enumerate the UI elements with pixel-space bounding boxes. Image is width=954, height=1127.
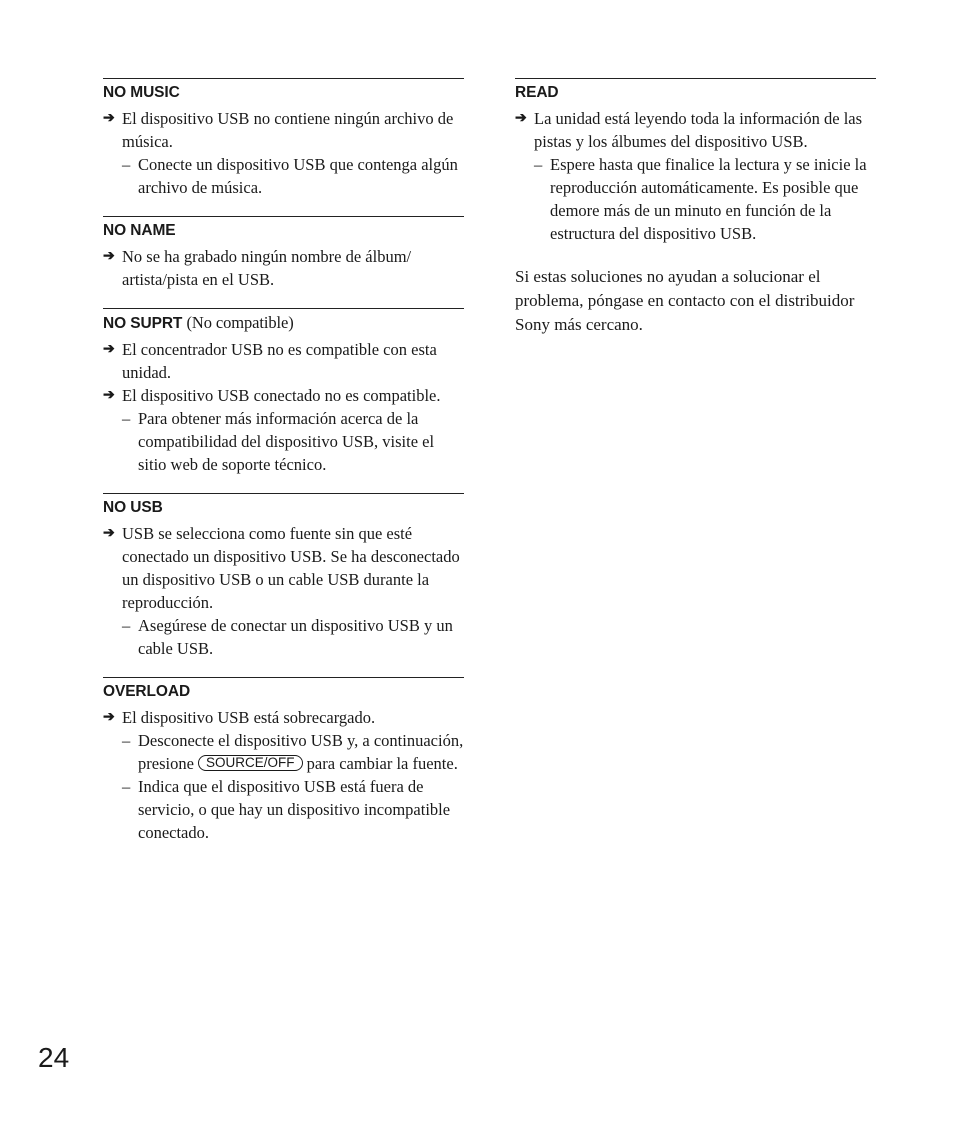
- heading-no-name: NO NAME: [103, 222, 176, 239]
- remedy-text: Indica que el dispositivo USB está fuera de servicio, o que hay un dispositivo incompatible conectado.: [138, 777, 451, 842]
- arrow-right-icon: ➔: [103, 111, 115, 126]
- heading-code: NO SUPRT: [103, 315, 183, 332]
- remedy-text: Asegúrese de conectar un dispositivo USB y un cable USB.: [138, 616, 453, 658]
- section-no-usb: [103, 493, 464, 660]
- cause-text: La unidad está leyendo toda la información de las pistas y los álbumes del dispositivo USB.: [534, 109, 863, 151]
- heading-note: (No compatible): [186, 313, 294, 332]
- heading-no-suprt: [103, 314, 464, 332]
- dash-bullet: –: [122, 409, 131, 428]
- cause-text: USB se selecciona como fuente sin que esté conectado un dispositivo USB. Se ha desconectado un dispositivo USB o un cable USB durante la reproducción.: [122, 524, 460, 612]
- source-off-button-label: SOURCE/OFF: [198, 755, 303, 771]
- section-no-suprt: [103, 308, 464, 476]
- dash-bullet: –: [534, 155, 543, 174]
- remedy-text-before: Desconecte el dispositivo USB y, a continuación, presione: [138, 731, 464, 773]
- remedy-text: Espere hasta que finalice la lectura y se inicie la reproducción automáticamente. Es posible que demore más de un minuto en función de la estructura del dispositivo USB.: [550, 155, 867, 243]
- remedy-text: Para obtener más información acerca de la compatibilidad del dispositivo USB, visite el sitio web de soporte técnico.: [138, 409, 435, 474]
- cause-item: [515, 107, 876, 153]
- remedy-item: [103, 729, 464, 775]
- arrow-right-icon: ➔: [103, 388, 115, 403]
- cause-text: El concentrador USB no es compatible con esta unidad.: [122, 340, 437, 382]
- heading-overload: OVERLOAD: [103, 683, 191, 700]
- heading-no-usb: NO USB: [103, 499, 163, 516]
- arrow-right-icon: ➔: [103, 710, 115, 725]
- remedy-item: [103, 775, 464, 844]
- cause-item: [103, 384, 464, 407]
- cause-item: [103, 245, 464, 291]
- cause-item: [103, 338, 464, 384]
- remedy-item: [103, 614, 464, 660]
- remedy-item: [515, 153, 876, 245]
- dash-bullet: –: [122, 777, 131, 796]
- section-no-name: [103, 216, 464, 291]
- heading-no-music: NO MUSIC: [103, 84, 180, 101]
- remedy-text: Conecte un dispositivo USB que contenga algún archivo de música.: [138, 155, 458, 197]
- left-column: [103, 78, 464, 861]
- remedy-text-after: para cambiar la fuente.: [306, 754, 458, 773]
- dash-bullet: –: [122, 616, 131, 635]
- cause-item: [103, 522, 464, 614]
- section-no-music: [103, 78, 464, 199]
- closing-paragraph: Si estas soluciones no ayudan a solucionar el problema, póngase en contacto con el distribuidor Sony más cercano.: [515, 267, 855, 334]
- cause-text: El dispositivo USB está sobrecargado.: [122, 708, 376, 727]
- cause-text: El dispositivo USB conectado no es compatible.: [122, 386, 441, 405]
- arrow-right-icon: ➔: [103, 249, 115, 264]
- cause-item: [103, 107, 464, 153]
- cause-text: No se ha grabado ningún nombre de álbum/ artista/pista en el USB.: [122, 247, 412, 289]
- dash-bullet: –: [122, 731, 131, 750]
- right-column: [515, 78, 876, 337]
- cause-text: El dispositivo USB no contiene ningún archivo de música.: [122, 109, 454, 151]
- dash-bullet: –: [122, 155, 131, 174]
- remedy-item: [103, 153, 464, 199]
- heading-read: READ: [515, 84, 559, 101]
- arrow-right-icon: ➔: [515, 111, 527, 126]
- page-number: 24: [38, 1042, 70, 1073]
- section-overload: [103, 677, 464, 844]
- section-read: [515, 78, 876, 245]
- arrow-right-icon: ➔: [103, 342, 115, 357]
- arrow-right-icon: ➔: [103, 526, 115, 541]
- remedy-item: [103, 407, 464, 476]
- cause-item: [103, 706, 464, 729]
